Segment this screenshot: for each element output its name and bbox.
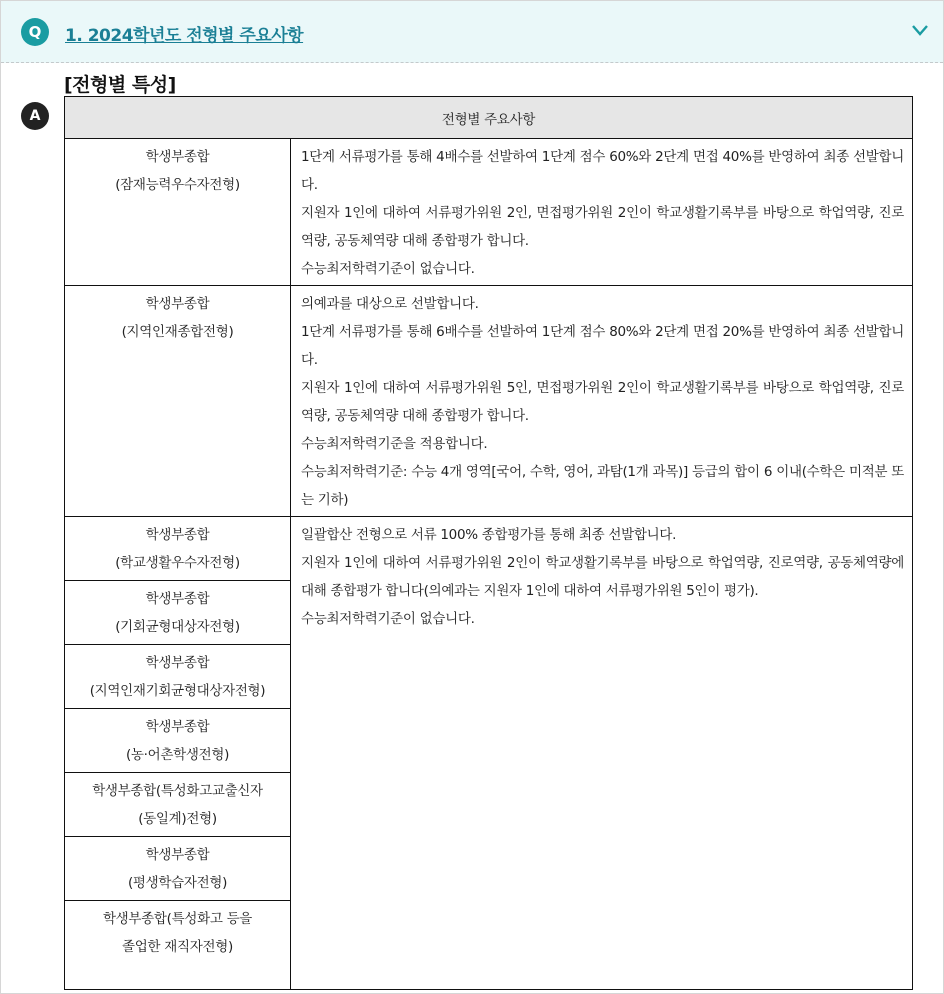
admission-type-cell [65, 139, 291, 286]
admission-type-label: 학생부종합(특성화고 등을 [102, 911, 253, 927]
admission-type-label: (잠재능력우수자전형) [115, 177, 240, 193]
admission-type-label: (동일계)전형) [138, 811, 217, 827]
description-line: 1단계 서류평가를 통해 4배수를 선발하여 1단계 점수 60%와 2단계 면접 40%를 반영하여 최종 선발합니다. [301, 149, 904, 193]
admission-type-cell [65, 901, 291, 990]
table-header: 전형별 주요사항 [65, 97, 913, 139]
admission-type-label: 학생부종합 [145, 719, 210, 735]
table-row [65, 517, 913, 581]
admission-type-cell [65, 837, 291, 901]
question-title-link[interactable]: 1. 2024학년도 전형별 주요사항 [65, 26, 304, 46]
admission-type-label: 학생부종합 [145, 847, 210, 863]
description-line: 수능최저학력기준을 적용합니다. [301, 436, 488, 452]
admission-type-label: (지역인재기회균형대상자전형) [89, 683, 266, 699]
admission-table [64, 96, 913, 990]
admission-type-cell [65, 517, 291, 581]
description-line: 1단계 서류평가를 통해 6배수를 선발하여 1단계 점수 80%와 2단계 면접 20%를 반영하여 최종 선발합니다. [301, 324, 904, 368]
description-cell [291, 517, 913, 990]
description-line: 지원자 1인에 대하여 서류평가위원 2인이 학교생활기록부를 바탕으로 학업역량, 진로역량, 공동체역량에 대해 종합평가 합니다(의예과는 지원자 1인에 대하여 서류평가위원 5인이 평가). [301, 555, 904, 599]
description-line: 일괄합산 전형으로 서류 100% 종합평가를 통해 최종 선발합니다. [301, 527, 677, 543]
admission-type-cell [65, 645, 291, 709]
description-line: 수능최저학력기준이 없습니다. [301, 261, 475, 277]
description-line: 의예과를 대상으로 선발합니다. [301, 296, 479, 312]
admission-type-label: 졸업한 재직자전형) [122, 939, 233, 955]
admission-type-label: (기회균형대상자전형) [115, 619, 240, 635]
admission-type-label: 학생부종합 [145, 655, 210, 671]
admission-type-label: (농·어촌학생전형) [125, 747, 230, 763]
admission-type-label: 학생부종합 [145, 149, 210, 165]
question-header[interactable] [1, 1, 943, 63]
admission-type-label: 학생부종합 [145, 591, 210, 607]
admission-type-label: 학생부종합(특성화고교출신자 [92, 783, 263, 799]
admission-type-label: (평생학습자전형) [127, 875, 228, 891]
admission-type-cell [65, 581, 291, 645]
admission-type-cell [65, 773, 291, 837]
table-row [65, 139, 913, 286]
admission-type-label: 학생부종합 [145, 296, 210, 312]
a-badge-icon: A [21, 102, 49, 130]
admission-type-label: 학생부종합 [145, 527, 210, 543]
description-line: 수능최저학력기준이 없습니다. [301, 611, 475, 627]
table-row [65, 286, 913, 517]
admission-type-label: (지역인재종합전형) [121, 324, 234, 340]
description-line: 지원자 1인에 대하여 서류평가위원 5인, 면접평가위원 2인이 학교생활기록부를 바탕으로 학업역량, 진로역량, 공동체역량 대해 종합평가 합니다. [301, 380, 904, 424]
admission-type-cell [65, 286, 291, 517]
admission-type-label: (학교생활우수자전형) [115, 555, 240, 571]
description-line: 수능최저학력기준: 수능 4개 영역[국어, 수학, 영어, 과탐(1개 과목)] 등급의 합이 6 이내(수학은 미적분 또는 기하) [301, 464, 904, 508]
admission-type-cell [65, 709, 291, 773]
chevron-down-icon[interactable] [911, 21, 929, 39]
description-cell [291, 286, 913, 517]
q-badge-icon: Q [21, 18, 49, 46]
description-cell [291, 139, 913, 286]
description-line: 지원자 1인에 대하여 서류평가위원 2인, 면접평가위원 2인이 학교생활기록부를 바탕으로 학업역량, 진로역량, 공동체역량 대해 종합평가 합니다. [301, 205, 904, 249]
section-title: [전형별 특성] [64, 74, 176, 96]
